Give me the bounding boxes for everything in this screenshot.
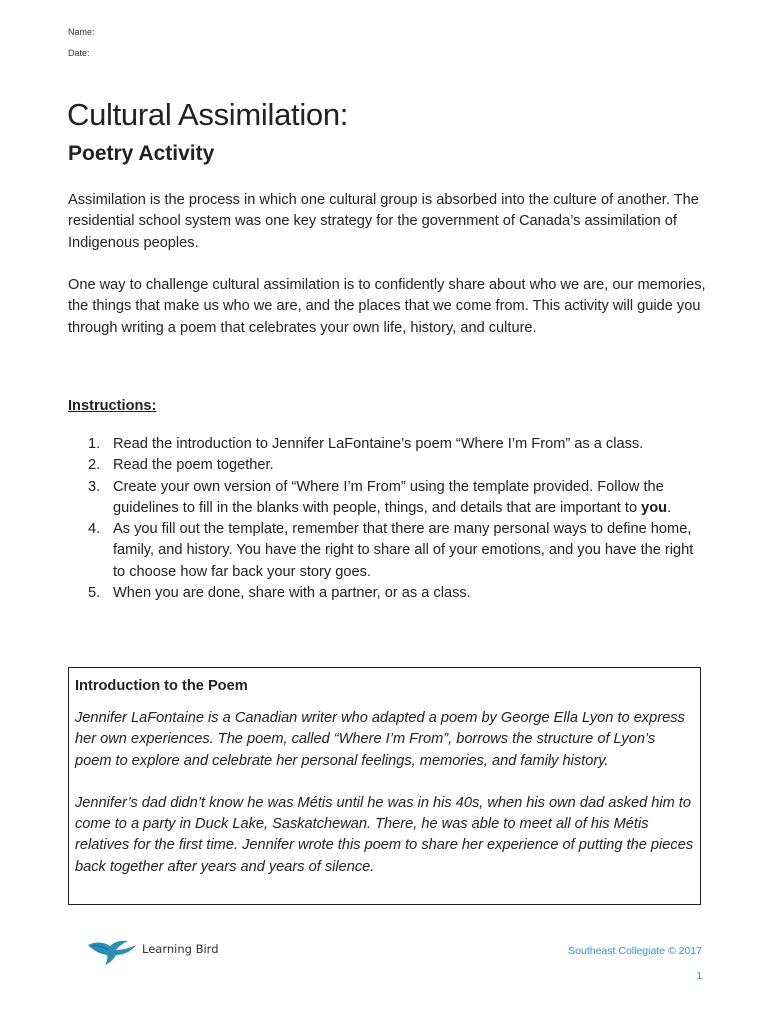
page-title: Cultural Assimilation: [67, 97, 349, 132]
page-number: 1 [696, 971, 702, 982]
learning-bird-logo [86, 936, 219, 966]
list-item-number: 1. [88, 436, 101, 452]
name-field: Name: [68, 27, 95, 37]
list-item-text: When you are done, share with a partner, or as a class. [113, 585, 471, 602]
footer-copyright: Southeast Collegiate © 2017 [568, 945, 702, 957]
list-item-text-end: . [667, 499, 672, 516]
instructions-list [68, 434, 708, 604]
date-field: Date: [68, 48, 90, 58]
intro-paragraph-2: One way to challenge cultural assimilation is to confidently share about who we are, our memories, the things that make us who we are, and the places that we come from. This activity will guide you through writing a poem that celebrates your own life, history, and culture. [68, 277, 706, 336]
list-item-number: 4. [88, 521, 101, 538]
instructions-heading: Instructions: [68, 398, 157, 414]
list-item-text: Create your own version of “Where I’m From” using the template provided. Follow the guidelines to fill in the blanks with people, things, and details that are important to [113, 478, 664, 516]
poem-introduction-heading: Introduction to the Poem [75, 678, 248, 694]
poem-introduction-paragraph-2: Jennifer’s dad didn’t know he was Métis until he was in his 40s, when his own dad asked him to come to a party in Duck Lake, Saskatchewan. There, he was able to meet all of his Métis relatives for the first time. Jennifer wrote this poem to share her experience of putting the pieces back together after years and years of silence. [75, 794, 694, 875]
poem-introduction-box [68, 667, 701, 905]
list-item-number: 3. [88, 478, 101, 495]
list-item-text: Read the introduction to Jennifer LaFontaine’s poem “Where I’m From” as a class. [113, 436, 644, 452]
list-item [68, 519, 708, 583]
intro-paragraph-1: Assimilation is the process in which one cultural group is absorbed into the culture of another. The residential school system was one key strategy for the government of Canada’s assimilation of Indigenous peoples. [68, 192, 699, 251]
list-item [68, 434, 708, 455]
list-item [68, 455, 708, 476]
list-item-emphasis: you [641, 499, 668, 516]
list-item [68, 477, 708, 520]
poem-introduction-paragraph-1: Jennifer LaFontaine is a Canadian writer who adapted a poem by George Ella Lyon to express her own experiences. The poem, called “Where I’m From”, borrows the structure of Lyon’s poem to explore and celebrate her personal feelings, memories, and family history. [75, 710, 685, 769]
list-item-number: 2. [88, 457, 101, 474]
logo-text: Learning Bird [142, 941, 219, 956]
list-item-text: Read the poem together. [113, 457, 274, 474]
list-item [68, 583, 708, 604]
list-item-number: 5. [88, 585, 101, 602]
bird-logo-icon [86, 936, 138, 966]
list-item-text: As you fill out the template, remember that there are many personal ways to define home, family, and history. You have the right to share all of your emotions, and you have the right to choose how far back your story goes. [113, 521, 694, 580]
page-subtitle: Poetry Activity [68, 142, 215, 165]
